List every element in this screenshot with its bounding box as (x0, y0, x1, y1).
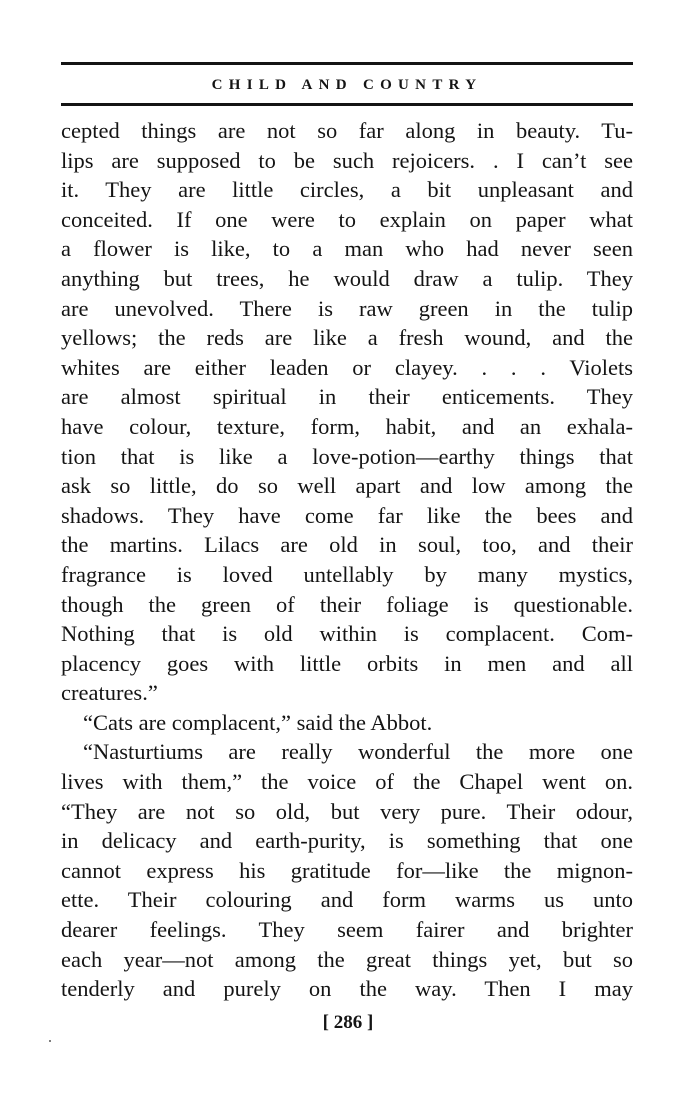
text-line: conceited. If one were to explain on paper what (61, 206, 633, 232)
body-text (61, 116, 633, 1004)
text-line: anything but trees, he would draw a tulip. They (61, 265, 633, 291)
text-line: whites are either leaden or clayey. . . . Violets (61, 354, 633, 380)
text-line: “They are not so old, but very pure. Their odour, (61, 798, 633, 824)
text-line: have colour, texture, form, habit, and an exhala- (61, 413, 633, 439)
text-line: each year—not among the great things yet, but so (61, 946, 633, 972)
text-line: lives with them,” the voice of the Chapel went on. (61, 769, 633, 795)
page-number: [ 286 ] (322, 1012, 374, 1033)
text-line: yellows; the reds are like a fresh wound, and the (61, 325, 633, 351)
text-line: though the green of their foliage is questionable. (61, 591, 633, 617)
text-line: creatures.” (61, 680, 158, 706)
text-line: Nothing that is old within is complacent. Com- (61, 621, 633, 647)
text-line: ette. Their colouring and form warms us unto (61, 887, 633, 913)
text-line: in delicacy and earth-purity, is something that one (61, 828, 633, 854)
running-head: CHILD AND COUNTRY (211, 77, 483, 93)
text-line: “Cats are complacent,” said the Abbot. (83, 709, 433, 735)
text-line: cepted things are not so far along in beauty. Tu- (61, 118, 633, 143)
text-line: are unevolved. There is raw green in the tulip (61, 295, 633, 321)
text-line: dearer feelings. They seem fairer and brighter (61, 917, 633, 943)
text-line: tenderly and purely on the way. Then I may (61, 976, 633, 1002)
header-rule-bottom (61, 103, 633, 106)
text-line: cannot express his gratitude for—like the mignon- (61, 857, 633, 883)
print-speck (49, 1040, 51, 1042)
text-line: ask so little, do so well apart and low among the (61, 473, 633, 499)
text-line: a flower is like, to a man who had never seen (61, 236, 633, 262)
header-rule-top (61, 62, 633, 65)
text-line: lips are supposed to be such rejoicers. . I can’t see (61, 147, 633, 173)
text-line: “Nasturtiums are really wonderful the more one (83, 739, 633, 765)
text-line: shadows. They have come far like the bees and (61, 502, 633, 528)
text-line: placency goes with little orbits in men and all (61, 650, 633, 676)
text-line: the martins. Lilacs are old in soul, too, and their (61, 532, 633, 558)
text-line: fragrance is loved untellably by many mystics, (61, 561, 633, 587)
text-line: tion that is like a love-potion—earthy things that (61, 443, 633, 469)
text-line: are almost spiritual in their enticements. They (61, 384, 633, 410)
text-line: it. They are little circles, a bit unpleasant and (61, 177, 633, 203)
